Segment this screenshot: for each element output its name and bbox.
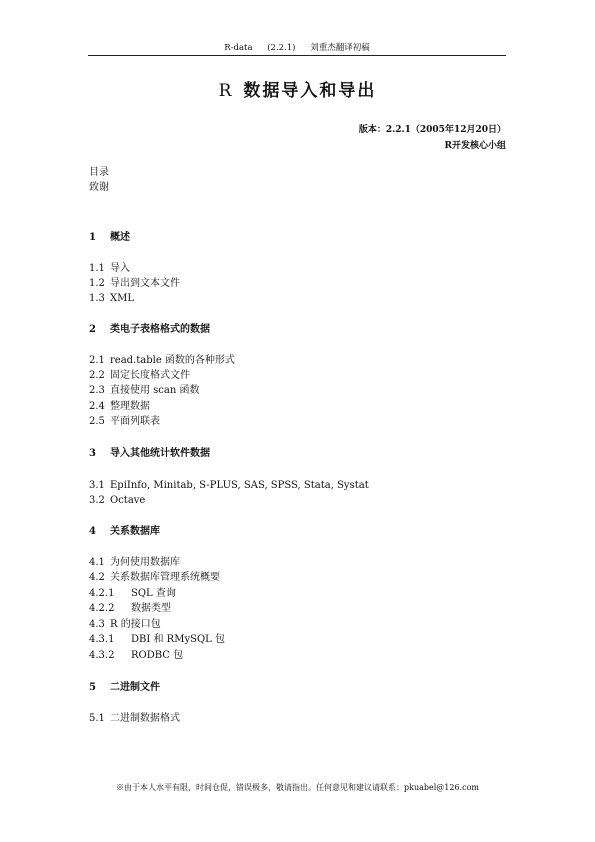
toc-item bbox=[89, 712, 180, 725]
toc-item-number: 4.2.2 bbox=[89, 603, 115, 614]
toc-item bbox=[89, 494, 145, 507]
toc-item-number: 5.1 bbox=[89, 713, 105, 724]
toc-item-title: 数据类型 bbox=[131, 603, 171, 614]
toc-item-title: Octave bbox=[110, 495, 146, 506]
toc-item-number: 1.2 bbox=[89, 278, 105, 289]
author-line: R开发核心小组 bbox=[444, 141, 506, 151]
toc-item bbox=[89, 369, 190, 382]
version-block bbox=[359, 122, 506, 154]
footer-note: ※由于本人水平有限，时间仓促，错误极多，敬请指出。任何意见和建议请联系：pkuabel@126.com bbox=[116, 783, 479, 792]
toc-item-title: 导出到文本文件 bbox=[110, 278, 180, 289]
toc-item bbox=[89, 571, 220, 584]
toc-front-contents: 目录 bbox=[89, 167, 109, 178]
toc-item-title: DBI 和 RMySQL 包 bbox=[131, 634, 225, 645]
toc-item-title: RODBC 包 bbox=[131, 650, 184, 661]
toc-front-acknowledgements: 致谢 bbox=[89, 182, 109, 193]
header-version: (2.2.1) bbox=[267, 43, 296, 53]
toc-item bbox=[89, 354, 235, 367]
toc-item-title: 导入 bbox=[110, 263, 130, 274]
toc-item bbox=[89, 384, 200, 397]
toc-item bbox=[89, 277, 180, 290]
toc-item-number: 3.2 bbox=[89, 495, 105, 506]
version-line: 版本：2.2.1（2005年12月20日） bbox=[358, 125, 506, 135]
toc-item bbox=[89, 602, 171, 615]
toc-item bbox=[89, 415, 160, 428]
toc-section bbox=[89, 231, 130, 244]
toc-item-title: EpiInfo, Minitab, S-PLUS, SAS, SPSS, Stata, Systat bbox=[110, 480, 369, 491]
toc-section bbox=[89, 323, 210, 336]
toc-item-title: read.table 函数的各种形式 bbox=[110, 355, 235, 366]
toc-item-number: 1.1 bbox=[89, 263, 105, 274]
toc-section-number: 2 bbox=[89, 324, 96, 335]
toc-item-number: 4.3.1 bbox=[89, 634, 115, 645]
toc-item-number: 4.3 bbox=[89, 619, 105, 630]
toc-item bbox=[89, 556, 180, 569]
toc-item-number: 1.3 bbox=[89, 293, 105, 304]
toc-section-number: 1 bbox=[89, 232, 96, 243]
toc-section-title: 导入其他统计软件数据 bbox=[110, 448, 210, 459]
toc-item bbox=[89, 633, 225, 646]
toc-item-number: 2.4 bbox=[89, 401, 105, 412]
toc-section-number: 3 bbox=[89, 448, 96, 459]
toc-item-number: 2.1 bbox=[89, 355, 105, 366]
toc-item bbox=[89, 587, 176, 600]
toc-item bbox=[89, 618, 161, 631]
toc-section-title: 类电子表格格式的数据 bbox=[110, 324, 210, 335]
running-header bbox=[88, 42, 506, 56]
header-translator: 刘重杰翻译初稿 bbox=[310, 43, 370, 53]
toc-item-title: R 的接口包 bbox=[110, 619, 161, 630]
toc-section bbox=[89, 525, 160, 538]
toc-item-title: 固定长度格式文件 bbox=[110, 370, 190, 381]
toc-section-title: 概述 bbox=[110, 232, 130, 243]
toc-item-title: 直接使用 scan 函数 bbox=[110, 385, 200, 396]
toc-item-title: 整理数据 bbox=[110, 401, 150, 412]
toc-item-title: SQL 查询 bbox=[131, 588, 176, 599]
toc-item bbox=[89, 262, 130, 275]
toc-item bbox=[89, 479, 369, 492]
toc-item-number: 4.1 bbox=[89, 557, 105, 568]
toc-item-title: 二进制数据格式 bbox=[110, 713, 180, 724]
toc-item-title: 为何使用数据库 bbox=[110, 557, 180, 568]
header-doc-name: R-data bbox=[224, 43, 253, 53]
toc-item-title: 关系数据库管理系统概要 bbox=[110, 572, 220, 583]
toc-item-number: 2.2 bbox=[89, 370, 105, 381]
toc-item bbox=[89, 400, 150, 413]
document-title bbox=[0, 76, 595, 101]
toc-item-number: 2.3 bbox=[89, 385, 105, 396]
toc-item bbox=[89, 649, 183, 662]
toc-item-number: 2.5 bbox=[89, 416, 105, 427]
toc-section bbox=[89, 681, 160, 694]
toc-section-title: 关系数据库 bbox=[110, 526, 160, 537]
toc-section-title: 二进制文件 bbox=[110, 682, 160, 693]
toc-item-title: 平面列联表 bbox=[110, 416, 160, 427]
title-text: 数据导入和导出 bbox=[243, 81, 377, 101]
toc-item-number: 4.3.2 bbox=[89, 650, 115, 661]
toc-item-number: 4.2.1 bbox=[89, 588, 115, 599]
toc-item bbox=[89, 292, 134, 305]
toc-section bbox=[89, 447, 210, 460]
title-prefix: R bbox=[218, 81, 234, 101]
toc-item-number: 4.2 bbox=[89, 572, 105, 583]
toc-item-title: XML bbox=[110, 293, 134, 304]
toc-section-number: 5 bbox=[89, 682, 96, 693]
toc-item-number: 3.1 bbox=[89, 480, 105, 491]
toc-section-number: 4 bbox=[89, 526, 96, 537]
